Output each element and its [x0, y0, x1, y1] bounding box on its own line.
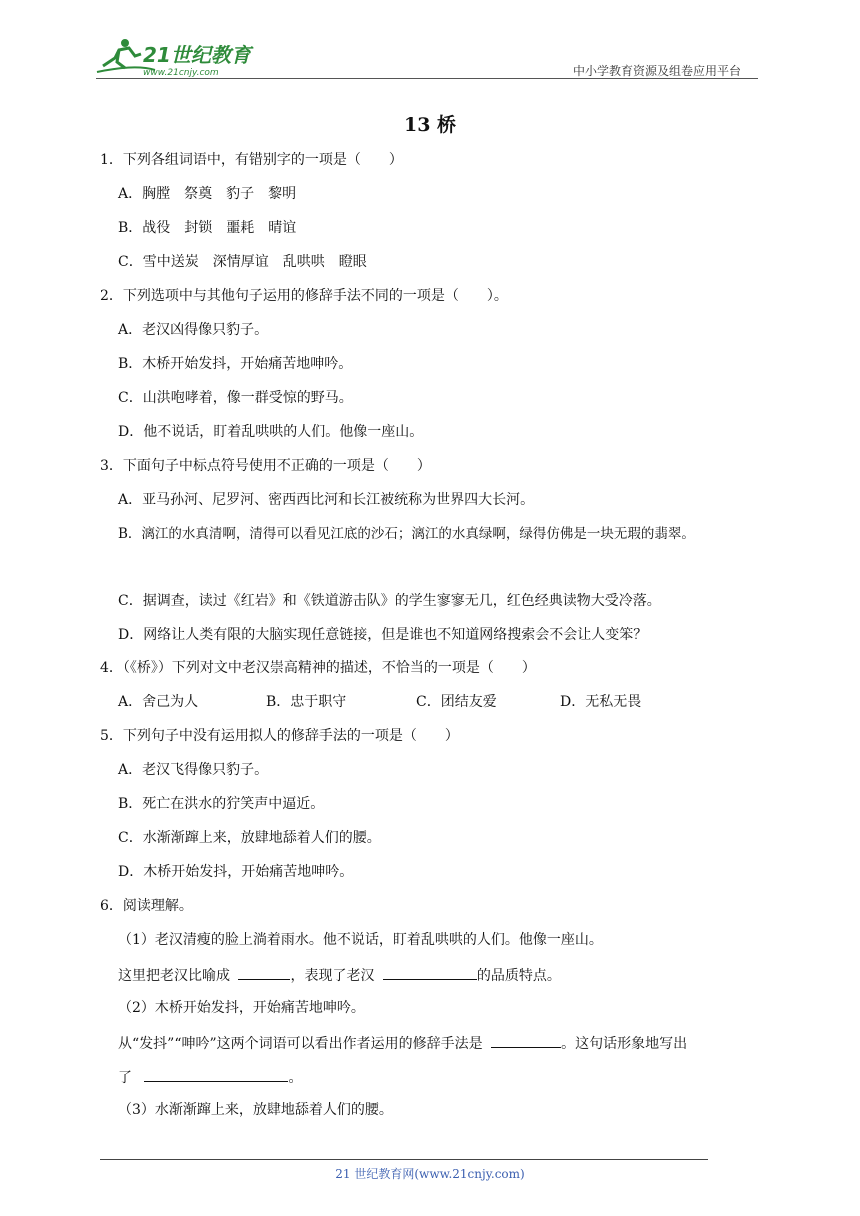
answer-blank[interactable] [238, 965, 290, 980]
q2-option-b: B．木桥开始发抖，开始痛苦地呻吟。 [118, 356, 353, 372]
q5-stem: 5．下列句子中没有运用拟人的修辞手法的一项是（ ） [100, 728, 459, 744]
logo-text: 21世纪教育 [143, 43, 251, 67]
q4-option-d: D．无私无畏 [560, 694, 642, 710]
site-logo [95, 36, 260, 78]
platform-label: 中小学教育资源及组卷应用平台 [573, 64, 742, 78]
footer-text: 21 世纪教育网(www.21cnjy.com) [335, 1167, 525, 1181]
logo-url: www.21cnjy.com [143, 68, 219, 78]
q6-q1-text-b: ，表现了老汉 [290, 968, 375, 984]
q6-q1-text-c: 的品质特点。 [476, 968, 561, 984]
q4-option-c: C．团结友爱 [416, 694, 497, 710]
q6-q2-text-a: 从“发抖”“呻吟”这两个词语可以看出作者运用的修辞手法是 [118, 1036, 483, 1052]
q6-passage-1: （1）老汉清瘦的脸上淌着雨水。他不说话，盯着乱哄哄的人们。他像一座山。 [118, 932, 603, 948]
q6-q2-text-b: 。这句话形象地写出 [561, 1036, 688, 1052]
q6-question-2-line-2 [118, 1067, 302, 1087]
answer-blank[interactable] [383, 965, 477, 980]
q6-passage-3: （3）水渐渐蹿上来，放肆地舔着人们的腰。 [118, 1102, 393, 1118]
q3-stem: 3．下面句子中标点符号使用不正确的一项是（ ） [100, 458, 431, 474]
q5-option-c: C．水渐渐蹿上来，放肆地舔着人们的腰。 [118, 830, 381, 846]
q3-option-a: A．亚马孙河、尼罗河、密西西比河和长江被统称为世界四大长河。 [118, 492, 535, 508]
q2-option-d: D．他不说话，盯着乱哄哄的人们。他像一座山。 [118, 424, 424, 440]
q6-passage-2: （2）木桥开始发抖，开始痛苦地呻吟。 [118, 1000, 365, 1016]
runner-logo-icon [95, 36, 260, 78]
q1-stem: 1．下列各组词语中，有错别字的一项是（ ） [100, 152, 403, 168]
q4-option-a: A．舍己为人 [118, 694, 199, 710]
page-title: 13 桥 [403, 114, 457, 136]
q1-option-b: B．战役 封锁 噩耗 晴谊 [118, 220, 297, 236]
q5-option-d: D．木桥开始发抖，开始痛苦地呻吟。 [118, 864, 354, 880]
q3-option-c: C．据调查，读过《红岩》和《铁道游击队》的学生寥寥无几，红色经典读物大受冷落。 [118, 593, 661, 609]
q4-stem: 4．（《桥》）下列对文中老汉崇高精神的描述，不恰当的一项是（ ） [100, 660, 536, 676]
q2-option-a: A．老汉凶得像只豹子。 [118, 322, 269, 338]
q6-stem: 6．阅读理解。 [100, 898, 193, 914]
q4-option-b: B．忠于职守 [266, 694, 347, 710]
answer-blank[interactable] [491, 1033, 561, 1048]
header-divider [96, 78, 758, 79]
q1-option-c: C．雪中送炭 深情厚谊 乱哄哄 瞪眼 [118, 254, 367, 270]
answer-blank[interactable] [144, 1067, 288, 1082]
q6-question-2-line-1 [118, 1033, 687, 1053]
q1-option-a: A．胸膛 祭奠 豹子 黎明 [118, 186, 297, 202]
q2-stem: 2．下列选项中与其他句子运用的修辞手法不同的一项是（ ）。 [100, 288, 508, 304]
q3-option-b: B．漓江的水真清啊，清得可以看见江底的沙石；漓江的水真绿啊，绿得仿佛是一块无瑕的翡翠。 [118, 526, 695, 542]
q5-option-b: B．死亡在洪水的狞笑声中逼近。 [118, 796, 325, 812]
q6-q2-text-d: 。 [288, 1070, 303, 1086]
q6-q2-text-c: 了 [118, 1070, 132, 1086]
footer-divider [100, 1159, 708, 1160]
q3-option-d: D．网络让人类有限的大脑实现任意链接，但是谁也不知道网络搜索会不会让人变笨？ [118, 627, 648, 643]
q6-q1-text-a: 这里把老汉比喻成 [118, 968, 230, 984]
q2-option-c: C．山洪咆哮着，像一群受惊的野马。 [118, 390, 353, 406]
q6-question-1 [118, 965, 561, 985]
q5-option-a: A．老汉飞得像只豹子。 [118, 762, 269, 778]
